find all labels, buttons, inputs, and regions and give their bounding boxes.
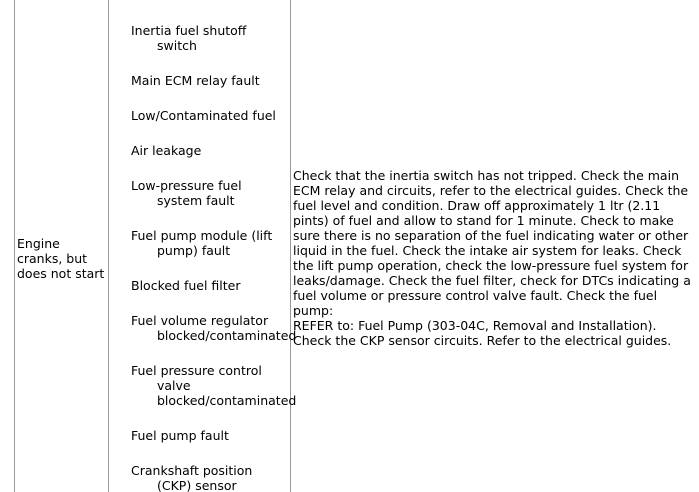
action-main-text: Check that the inertia switch has not tripped. Check the main ECM relay and circuits, refer to the electrical guides. Check the fuel level and condition. Draw off approximately 1 ltr (2.11 pints) of fuel and allow to stand for 1 minute. Check to make sure there is no separation of the fuel indicating water or other liquid in the fuel. Check the intake air system for leaks. Check the lift pump operation, check the low-pressure fuel system for leaks/damage. Check the fuel filter, check for DTCs indicating a fuel volume or pressure control valve fault. Check the fuel pump: bbox=[293, 168, 691, 318]
symptom-text: Engine cranks, but does not start bbox=[17, 235, 105, 281]
possible-cause-item: Low-pressure fuel system fault bbox=[131, 178, 242, 208]
action-text bbox=[293, 168, 699, 348]
possible-cause-item: Fuel pressure control valve blocked/contaminated bbox=[131, 363, 297, 408]
action-ckp-text: Check the CKP sensor circuits. Refer to the electrical guides. bbox=[293, 333, 672, 348]
possible-cause-item: Low/Contaminated fuel bbox=[131, 108, 276, 123]
possible-cause-item: Crankshaft position (CKP) sensor bbox=[131, 463, 253, 492]
possible-cause-item: Air leakage bbox=[131, 143, 202, 158]
possible-cause-item: Fuel pump module (lift pump) fault bbox=[131, 228, 273, 258]
possible-causes-cell bbox=[109, 0, 297, 492]
action-refer-link[interactable]: REFER to: Fuel Pump (303-04C, Removal and Installation). bbox=[293, 318, 657, 333]
possible-cause-item: Inertia fuel shutoff switch bbox=[131, 23, 247, 53]
possible-cause-item: Fuel pump fault bbox=[131, 428, 229, 443]
diagnostic-table bbox=[14, 0, 699, 492]
possible-cause-item: Main ECM relay fault bbox=[131, 73, 260, 88]
action-cell bbox=[291, 0, 699, 492]
possible-causes-list bbox=[109, 23, 297, 492]
symptom-cell bbox=[15, 0, 109, 492]
possible-cause-item: Blocked fuel filter bbox=[131, 278, 241, 293]
table-row bbox=[15, 0, 699, 492]
possible-cause-item: Fuel volume regulator blocked/contaminated bbox=[131, 313, 297, 343]
